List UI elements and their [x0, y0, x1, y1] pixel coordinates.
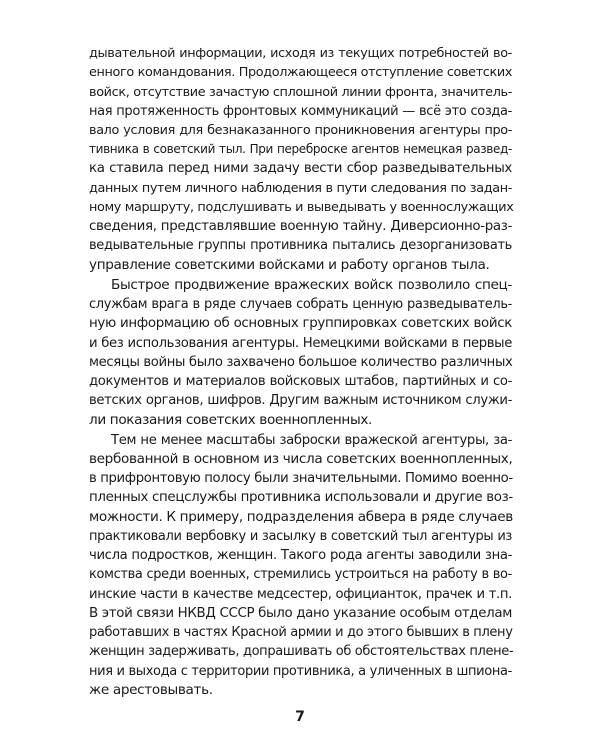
text-line: ведывательные группы противника пытались дезорганизовать: [89, 238, 512, 254]
text-line: В этой связи НКВД СССР было дано указание особым отделам: [89, 605, 512, 621]
text-line: документов и материалов войсковых штабов, партийных и со-: [89, 374, 512, 389]
text-line: данных путем личного наблюдения в пути следования по задан-: [89, 180, 512, 196]
text-line: месяцы войны было захвачено большое количество различных: [89, 354, 513, 370]
text-line: енного командования. Продолжающееся отступление советских: [89, 65, 513, 81]
text-line: женщин задерживать, допрашивать об обстоятельствах плене-: [89, 644, 514, 660]
text-line: пленных спецслужбы противника использовали и другие воз-: [89, 490, 513, 506]
text-line: управление советскими войсками и работу органов тыла.: [89, 256, 490, 273]
text-line: войск, отсутствие зачастую сплошной линии фронта, значитель-: [89, 84, 512, 100]
text-line: вербованной в основном из числа советских военнопленных,: [89, 450, 513, 467]
text-line: в прифронтовую полосу были значительными. Помимо военно-: [89, 471, 513, 487]
text-line: ния и выхода с территории противника, а уличенных в шпиона-: [89, 663, 512, 679]
text-line: числа подростков, женщин. Такого рода агенты заводили зна-: [89, 548, 512, 564]
text-line: ветских органов, шифров. Другим важным источником служи-: [89, 393, 512, 409]
text-line: Быстрое продвижение вражеских войск позволило спец-: [111, 276, 512, 293]
text-line: службам врага в ряде случаев собрать ценную разведыватель-: [89, 297, 512, 313]
text-line: практиковали вербовку и засылку в советский тыл агентуры из: [89, 528, 512, 544]
text-line: комства среди военных, стремились устроиться на работу в во-: [89, 567, 512, 583]
text-line: инские части в качестве медсестер, официанток, прачек и т.п.: [89, 586, 512, 602]
text-line: работавших в частях Красной армии и до этого бывших в плену: [89, 625, 513, 641]
text-line: дывательной информации, исходя из текущих потребностей во-: [89, 46, 512, 61]
text-line: можности. К примеру, подразделения абвера в ряде случаев: [89, 508, 513, 525]
text-line: же арестовывать.: [89, 681, 213, 698]
text-line: ная протяженность фронтовых коммуникаций — всё это созда-: [89, 103, 512, 119]
text-line: сведения, представлявшие военную тайну. Диверсионно-раз-: [89, 219, 512, 235]
text-line: ному маршруту, подслушивать и выведывать у военнослужащих: [89, 199, 514, 215]
text-line: ли показания советских военнопленных.: [89, 411, 372, 428]
text-line: Тем не менее масштабы заброски вражеской агентуры, за-: [111, 432, 512, 448]
text-line: тивника в советский тыл. При переброске агентов немецкая развед-: [89, 142, 512, 157]
text-line: ка ставила перед ними задачу вести сбор разведывательных: [89, 161, 512, 177]
text-line: вало условия для безнаказанного проникновения агентуры про-: [89, 122, 512, 138]
text-line: и без использования агентуры. Немецкими войсками в первые: [89, 335, 512, 351]
page-number: 7: [295, 709, 305, 725]
text-line: ную информацию об основных группировках советских войск: [89, 316, 512, 332]
